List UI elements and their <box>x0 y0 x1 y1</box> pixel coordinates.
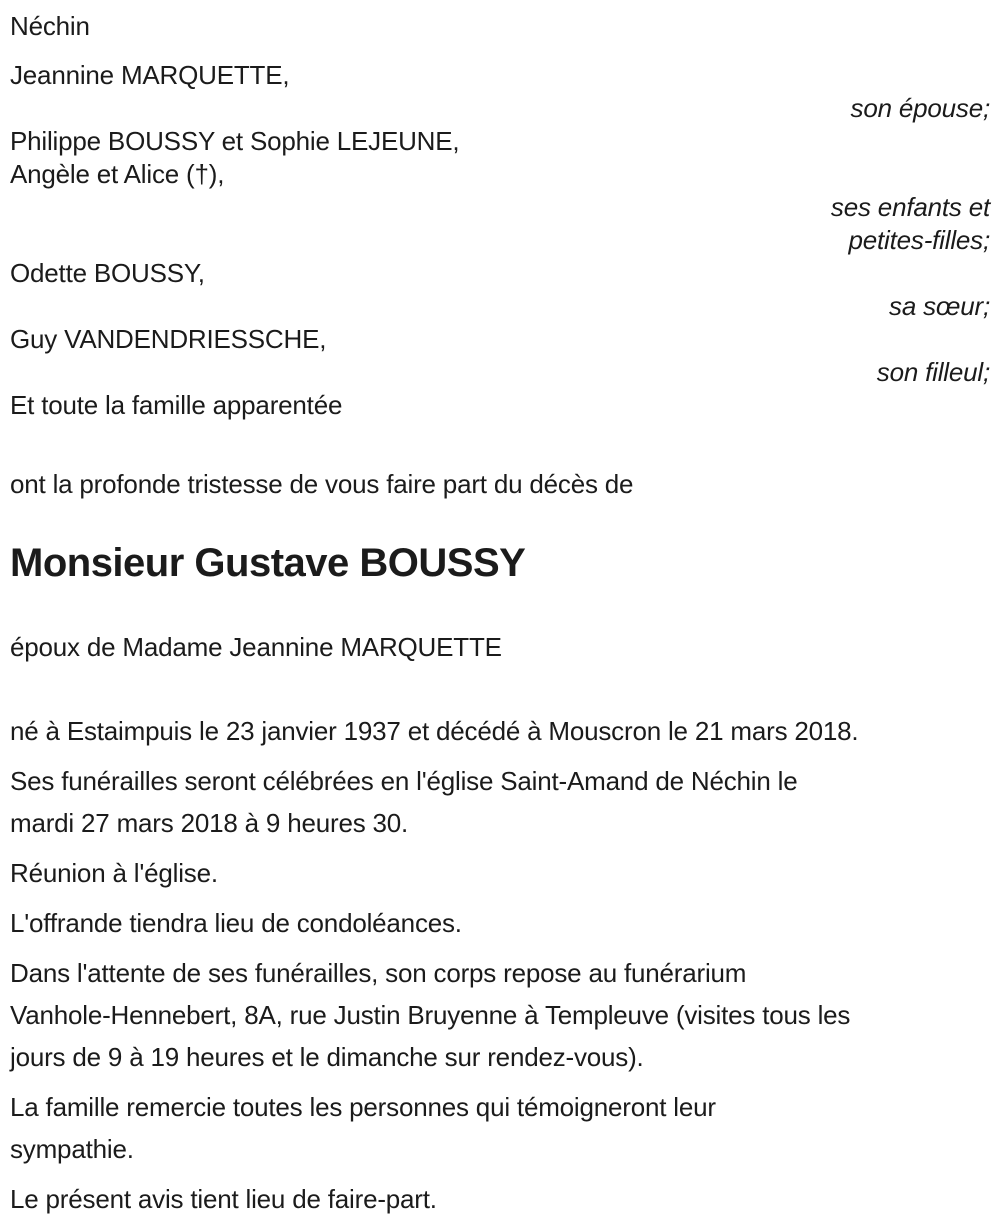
relation-label: petites-filles; <box>848 225 990 255</box>
family-line: Angèle et Alice (†), <box>10 159 225 189</box>
relation-label: sa sœur; <box>889 291 990 321</box>
detail-line: Dans l'attente de ses funérailles, son corps repose au funérarium <box>10 958 747 988</box>
paragraph-funerarium <box>10 952 992 1078</box>
detail-line: Ses funérailles seront célébrées en l'église Saint-Amand de Néchin le <box>10 766 798 796</box>
notice-city: Néchin <box>10 11 90 41</box>
detail-line: mardi 27 mars 2018 à 9 heures 30. <box>10 808 409 838</box>
family-line: Jeannine MARQUETTE, <box>10 60 290 90</box>
paragraph-funeral-service <box>10 760 992 844</box>
family-line: Et toute la famille apparentée <box>10 390 343 420</box>
detail-line: jours de 9 à 19 heures et le dimanche sur rendez-vous). <box>10 1042 644 1072</box>
announcement-line: ont la profonde tristesse de vous faire part du décès de <box>10 469 634 499</box>
paragraph-birth-death <box>10 710 992 752</box>
detail-line: La famille remercie toutes les personnes qui témoigneront leur <box>10 1092 716 1122</box>
paragraph-faire-part <box>10 1178 992 1220</box>
paragraph-meeting <box>10 852 992 894</box>
family-line: Guy VANDENDRIESSCHE, <box>10 324 327 354</box>
funeral-details-section <box>10 710 992 1220</box>
relation-label: ses enfants et <box>830 192 990 222</box>
detail-line: né à Estaimpuis le 23 janvier 1937 et décédé à Mouscron le 21 mars 2018. <box>10 716 859 746</box>
deceased-name-title: Monsieur Gustave BOUSSY <box>10 541 526 585</box>
paragraph-offering <box>10 902 992 944</box>
detail-line: sympathie. <box>10 1134 134 1164</box>
relation-label: son filleul; <box>876 357 990 387</box>
family-line: Philippe BOUSSY et Sophie LEJEUNE, <box>10 126 460 156</box>
detail-line: Réunion à l'église. <box>10 858 218 888</box>
detail-line: Le présent avis tient lieu de faire-part. <box>10 1184 437 1214</box>
family-intro-section <box>10 59 992 422</box>
relation-label: son épouse; <box>850 93 990 123</box>
family-line: Odette BOUSSY, <box>10 258 205 288</box>
detail-line: Vanhole-Hennebert, 8A, rue Justin Bruyenne à Templeuve (visites tous les <box>10 1000 851 1030</box>
deceased-subtitle: époux de Madame Jeannine MARQUETTE <box>10 632 502 662</box>
paragraph-thanks <box>10 1086 992 1170</box>
detail-line: L'offrande tiendra lieu de condoléances. <box>10 908 462 938</box>
